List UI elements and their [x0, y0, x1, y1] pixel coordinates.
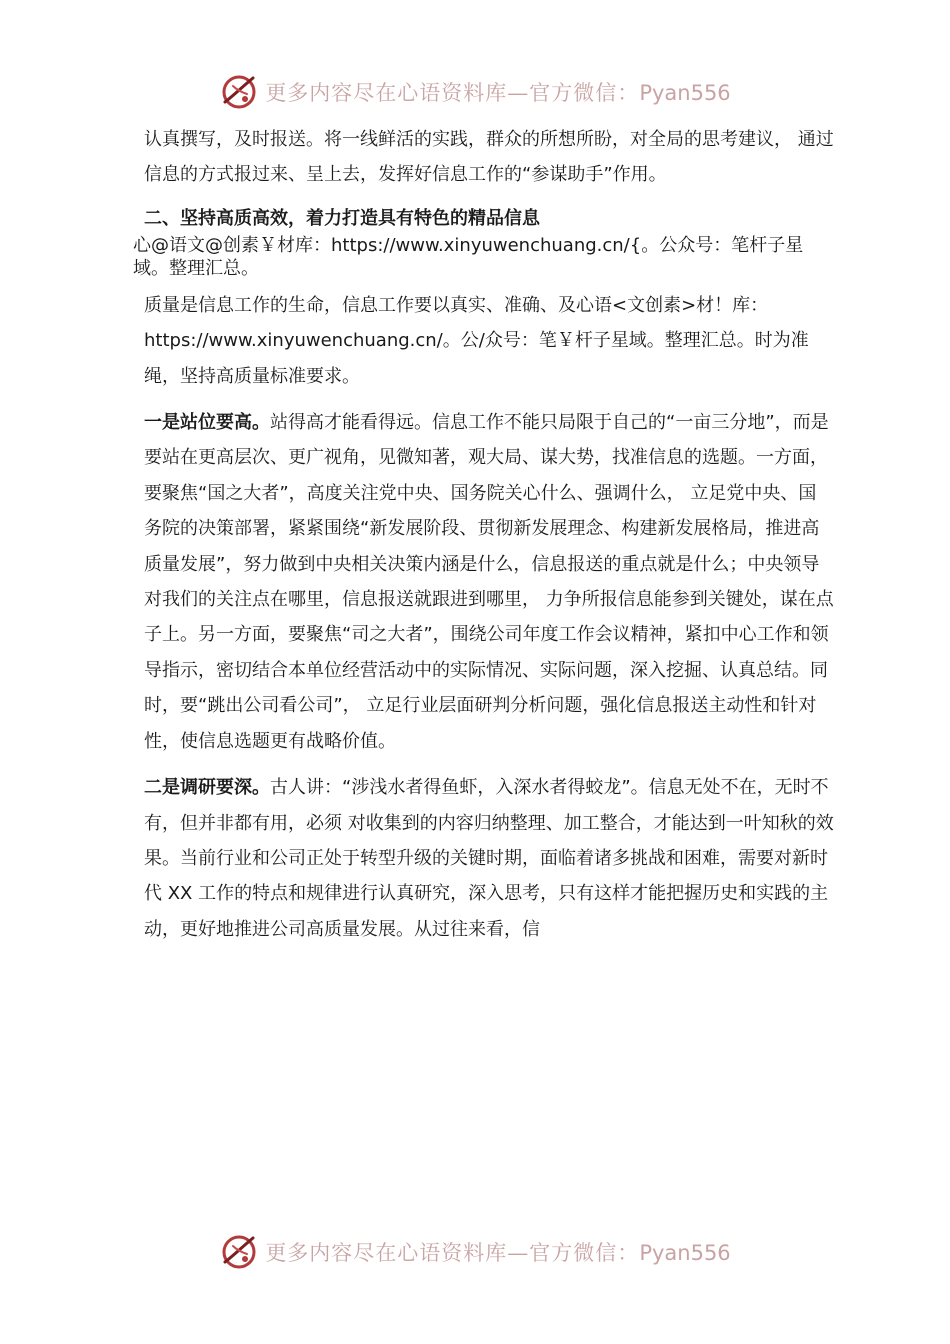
header-banner	[0, 70, 950, 114]
footer-banner	[0, 1230, 950, 1274]
footer-banner-text: 更多内容尽在心语资料库—官方微信：Pyan556	[265, 1241, 731, 1265]
header-banner-text: 更多内容尽在心语资料库—官方微信：Pyan556	[265, 81, 731, 105]
paragraph-2: 质量是信息工作的生命，信息工作要以真实、准确、及心语<文创素>材！库：https://www.xinyuwenchuang.cn/。公/众号：笔￥杆子星域。整理汇总。时为准绳，坚持高质量标准要求。	[144, 294, 809, 387]
paragraph-1: 认真撰写，及时报送。将一线鲜活的实践，群众的所想所盼，对全局的思考建议， 通过信息的方式报过来、呈上去，发挥好信息工作的“参谋助手”作用。	[144, 129, 834, 186]
header-banner-account: Pyan556	[639, 81, 731, 105]
document-body	[133, 122, 834, 947]
paragraph-3	[144, 405, 834, 759]
paragraph-3-text: 站得高才能看得远。信息工作不能只局限于自己的“一亩三分地”，而是要站在更高层次、更广视角，见微知著，观大局、谋大势，找准信息的选题。一方面，要聚焦“国之大者”，高度关注党中央、国务院关心什么、强调什么， 立足党中央、国务院的决策部署，紧紧围绕“新发展阶段、贯彻新发展理念、构建新发展格局，推进高质量发展”，努力做到中央相关决策内涵是什么，信息报送的重点就是什么；中央领导对我们的关注点在哪里，信息报送就跟进到哪里， 力争所报信息能参到关键处，谋在点子上。另一方面，要聚焦“司之大者”，围绕公司年度工作会议精神，紧扣中心工作和领导指示，密切结合本单位经营活动中的实际情况、实际问题，深入挖掘、认真总结。同时，要“跳出公司看公司”， 立足行业层面研判分析问题，强化信息报送主动性和针对性，使信息选题更有战略价值。	[144, 412, 834, 752]
paragraph-3-lead: 一是站位要高。	[144, 412, 270, 434]
section-heading-2: 二、坚持高质高效，着力打造具有特色的精品信息	[144, 207, 540, 229]
paragraph-4-text: 古人讲：“涉浅水者得鱼虾，入深水者得蛟龙”。信息无处不在，无时不有，但并非都有用，必须 对收集到的内容归纳整理、加工整合，才能达到一叶知秋的效果。当前行业和公司正处于转型升级的关键时期，面临着诸多挑战和困难，需要对新时代 XX 工作的特点和规律进行认真研究，深入思考，只有这样才能把握历史和实践的主动，更好地推进公司高质量发展。从过往来看，信	[144, 777, 834, 940]
xinyu-logo-icon	[219, 72, 259, 112]
footer-banner-account: Pyan556	[639, 1241, 731, 1265]
watermark-line: 心@语文@创素￥材库：https://www.xinyuwenchuang.cn/{。公众号：笔杆子星域。整理汇总。	[133, 234, 804, 279]
paragraph-4	[144, 770, 834, 947]
paragraph-4-lead: 二是调研要深。	[144, 777, 270, 799]
xinyu-logo-icon	[219, 1232, 259, 1272]
